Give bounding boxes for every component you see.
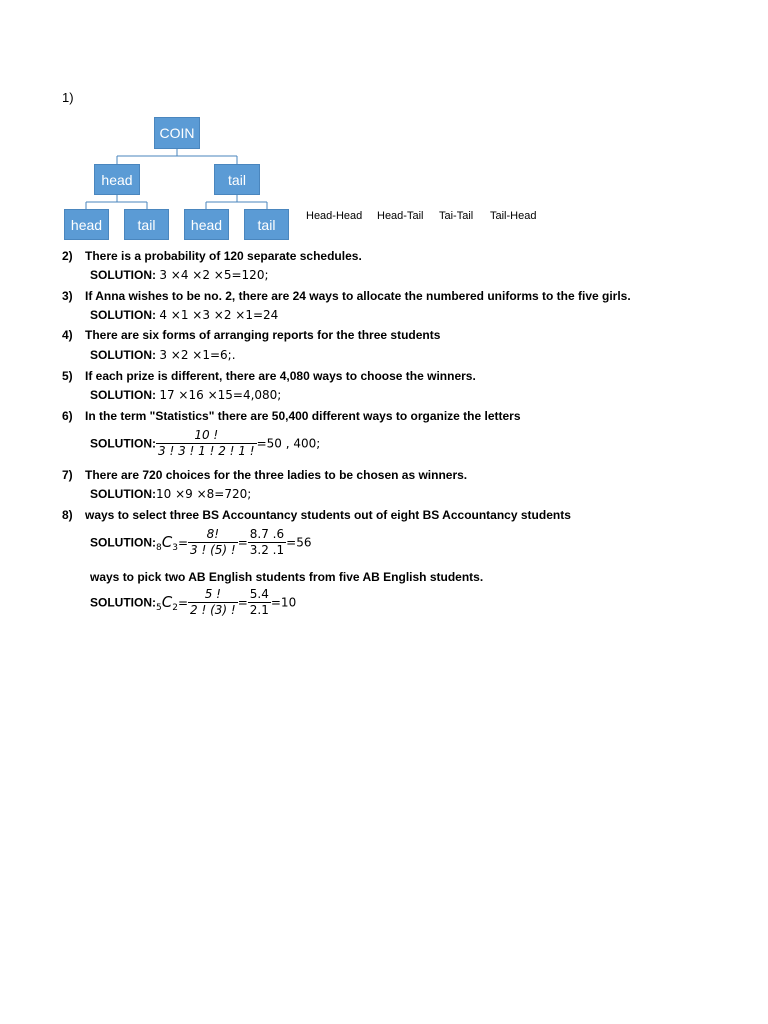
solution-label: SOLUTION: (90, 436, 156, 451)
item-4-text: There are six forms of arranging reports for the three students (85, 328, 441, 342)
item-4-solution (90, 348, 236, 362)
solution-result: =56 (286, 535, 312, 550)
subscript-r: 3 (172, 542, 178, 553)
item-7-solution (90, 487, 251, 501)
solution-result: =50 , 400; (256, 436, 321, 451)
solution-label: SOLUTION: (90, 487, 156, 501)
item-6-number: 6) (62, 409, 73, 423)
item-2-text: There is a probability of 120 separate schedules. (85, 249, 362, 263)
solution-expression: 3 ×4 ×2 ×5=120; (159, 268, 269, 282)
fraction-numerator: 8! (188, 527, 238, 543)
item-5-solution (90, 388, 281, 402)
fraction-denominator: 2.1 (249, 603, 269, 617)
item-8-solution: $SOLUTION:_8C_3=$ $\frac{8!}{3 ! (5) !}$ = $\frac{8.7 .6}{3.2 .1}$ =56 (90, 527, 312, 557)
item-8-number: 8) (62, 508, 73, 522)
fraction-denominator: 3 ! (5) ! (190, 543, 236, 557)
outcome-label: Tail-Head (490, 210, 537, 222)
fraction (188, 527, 238, 558)
fraction-numerator: 8.7 .6 (249, 527, 285, 541)
item-8-text: ways to select three BS Accountancy students out of eight BS Accountancy students (85, 508, 571, 522)
item-4-number: 4) (62, 328, 73, 342)
solution-expression: 10 ×9 ×8=720; (156, 487, 252, 501)
tree-node-coin: COIN (154, 117, 200, 149)
tree-leaf-tail: tail (244, 209, 289, 240)
fraction (248, 587, 271, 618)
solution-label: SOLUTION: (90, 535, 156, 550)
fraction-denominator: 3.2 .1 (249, 543, 285, 557)
item-3-solution (90, 308, 278, 322)
fraction-numerator: 10 ! (156, 428, 257, 444)
tree-leaf-tail: tail (124, 209, 169, 240)
combination-symbol: C (161, 532, 173, 551)
subscript-n: 5 (156, 602, 162, 613)
solution-result: =10 (270, 595, 297, 610)
solution-expression: 3 ×2 ×1=6;. (159, 348, 236, 362)
combination-symbol: C (161, 592, 173, 611)
fraction (188, 587, 238, 618)
outcome-label: Head-Head (306, 210, 363, 222)
item-6-solution (90, 428, 320, 459)
item-6-text: In the term "Statistics" there are 50,400 different ways to organize the letters (85, 409, 521, 423)
fraction-denominator: 3 ! 3 ! 1 ! 2 ! 1 ! (158, 444, 255, 458)
item-5-number: 5) (62, 369, 73, 383)
outcome-label: Tai-Tail (439, 210, 474, 222)
item-8-text-2: ways to pick two AB English students from five AB English students. (90, 570, 484, 584)
solution-label: SOLUTION: (90, 268, 156, 282)
solution-label: SOLUTION: (90, 308, 156, 322)
tree-leaf-head: head (64, 209, 109, 240)
outcome-label: Head-Tail (377, 210, 424, 222)
subscript-n: 8 (156, 542, 162, 553)
item-7-text: There are 720 choices for the three ladies to be chosen as winners. (85, 468, 468, 482)
item-3-text: If Anna wishes to be no. 2, there are 24 ways to allocate the numbered uniforms to the five girls. (85, 289, 631, 303)
solution-label: SOLUTION: (90, 348, 156, 362)
solution-label: SOLUTION: (90, 595, 156, 610)
tree-leaf-head: head (184, 209, 229, 240)
solution-label: SOLUTION: (90, 388, 156, 402)
solution-expression: 4 ×1 ×3 ×2 ×1=24 (159, 308, 279, 322)
tree-node-tail: tail (214, 164, 260, 195)
item-3-number: 3) (62, 289, 73, 303)
fraction (248, 527, 286, 558)
item-8-solution-2: $SOLUTION:_5C_2=$ $\frac{5 !}{2 ! (3) !}$ = $\frac{5.4}{2.1}$ =10 (90, 587, 297, 617)
item-2-solution (90, 268, 269, 282)
tree-node-head: head (94, 164, 140, 195)
fraction-denominator: 2 ! (3) ! (190, 603, 236, 617)
subscript-r: 2 (172, 602, 178, 613)
fraction-numerator: 5.4 (249, 587, 269, 601)
item-1-number: 1) (62, 90, 74, 105)
item-2-number: 2) (62, 249, 73, 263)
fraction-numerator: 5 ! (188, 587, 238, 603)
solution-expression: 17 ×16 ×15=4,080; (159, 388, 282, 402)
item-5-text: If each prize is different, there are 4,080 ways to choose the winners. (85, 369, 476, 383)
fraction (156, 428, 257, 459)
item-7-number: 7) (62, 468, 73, 482)
